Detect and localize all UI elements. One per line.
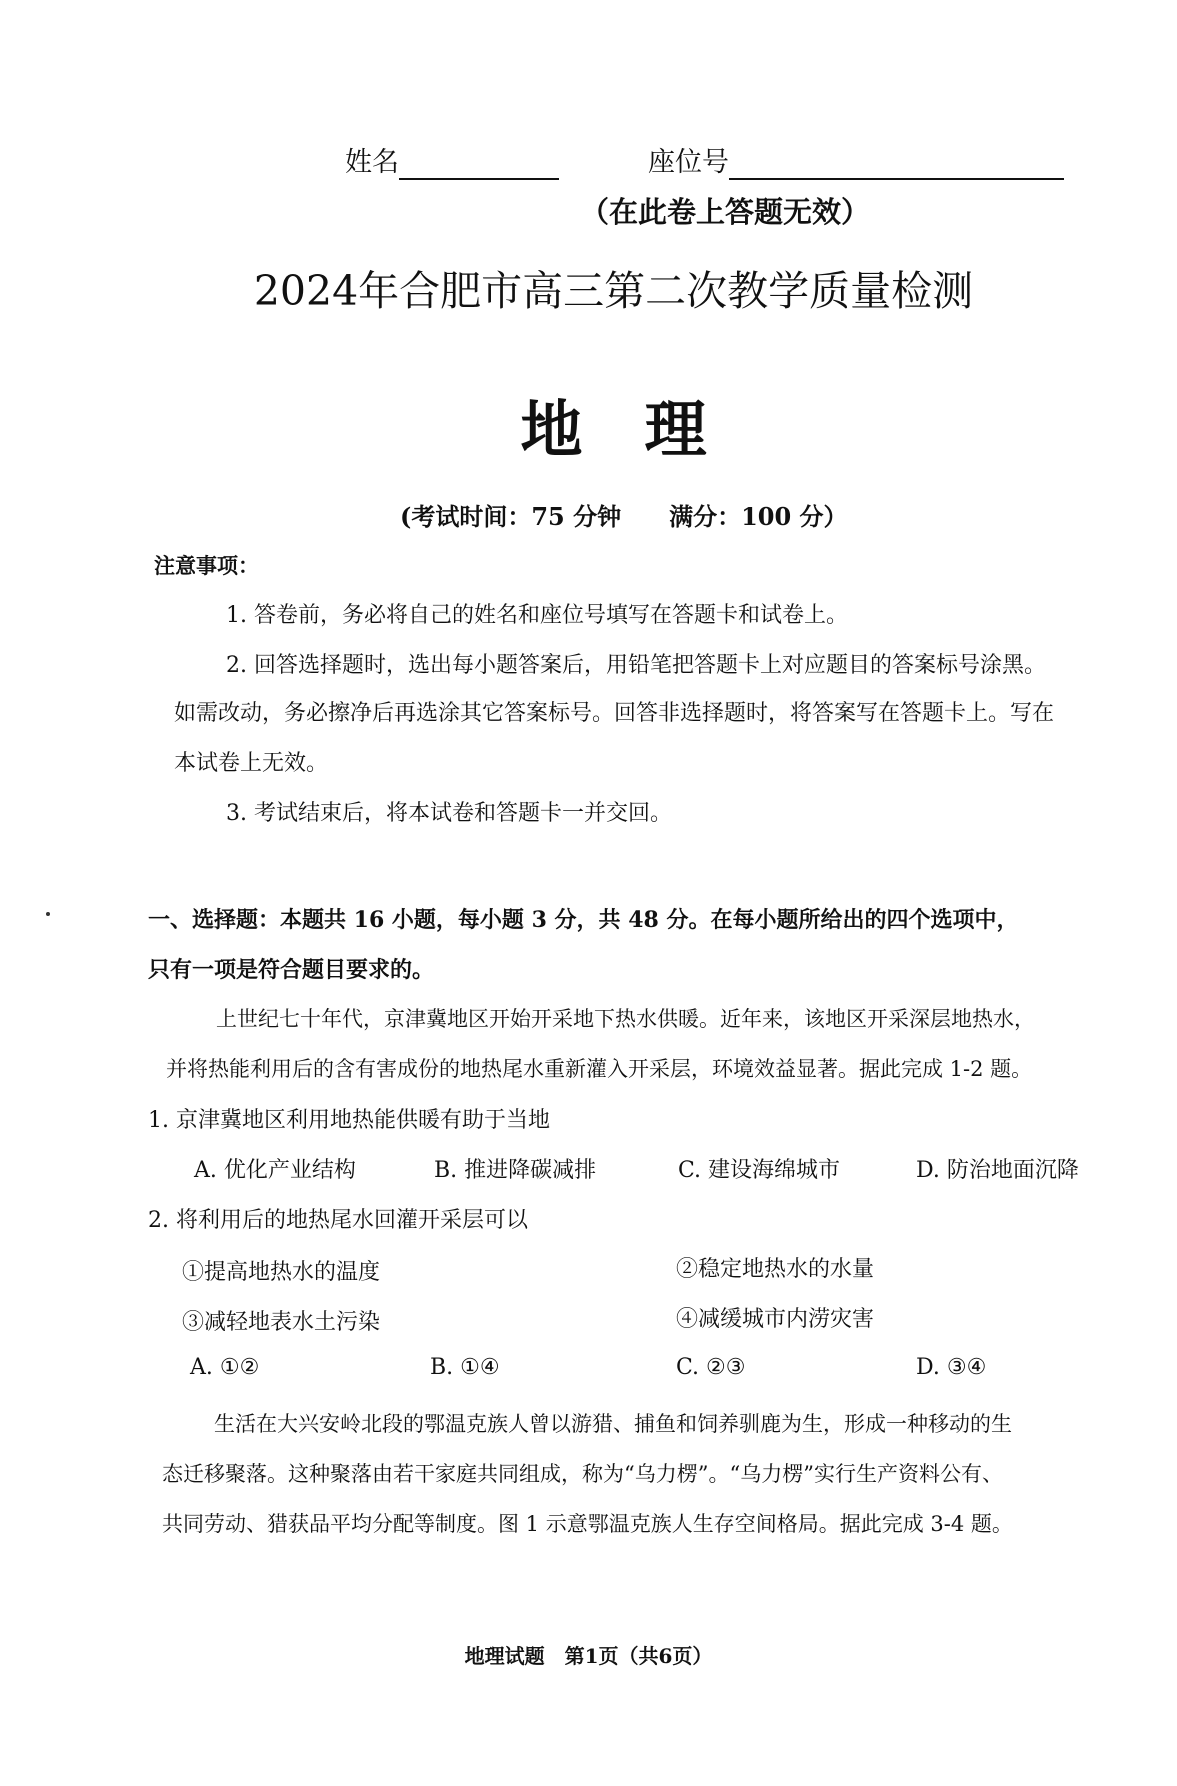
section1-heading-line-1: 一、选择题：本题共 16 小题，每小题 3 分，共 48 分。在每小题所给出的四个选项中， <box>148 907 1019 933</box>
name-blank-line <box>399 147 559 180</box>
notes-item-2-line-3: 本试卷上无效。 <box>174 751 329 776</box>
scan-speck <box>46 912 50 916</box>
q2-option-d: D. ③④ <box>916 1355 987 1380</box>
passage2-line-2: 态迁移聚落。这种聚落由若干家庭共同组成，称为“乌力楞”。“乌力楞”实行生产资料公有、 <box>162 1462 1003 1486</box>
q2-option-b: B. ①④ <box>430 1355 500 1380</box>
notes-item-2-line-1: 2. 回答选择题时，选出每小题答案后，用铅笔把答题卡上对应题目的答案标号涂黑。 <box>226 653 1046 678</box>
q2-item-3: ③减轻地表水土污染 <box>182 1310 381 1335</box>
q2-item-2: ②稳定地热水的水量 <box>676 1257 875 1282</box>
passage1-line-2: 并将热能利用后的含有害成份的地热尾水重新灌入开采层，环境效益显著。据此完成 1-2 题。 <box>166 1057 1033 1081</box>
q2-item-1: ①提高地热水的温度 <box>182 1260 381 1285</box>
q1-option-b: B. 推进降碳减排 <box>434 1158 597 1183</box>
invalid-note: （在此卷上答题无效） <box>580 195 871 229</box>
passage2-line-1: 生活在大兴安岭北段的鄂温克族人曾以游猎、捕鱼和饲养驯鹿为生，形成一种移动的生 <box>214 1412 1012 1436</box>
seat-label: 座位号 <box>648 147 729 178</box>
q1-stem: 1. 京津冀地区利用地热能供暖有助于当地 <box>148 1108 550 1133</box>
exam-title: 2024年合肥市高三第二次教学质量检测 <box>253 267 974 315</box>
passage1-line-1: 上世纪七十年代，京津冀地区开始开采地下热水供暖。近年来，该地区开采深层地热水， <box>216 1007 1035 1031</box>
q1-option-c: C. 建设海绵城市 <box>678 1158 841 1183</box>
page-footer: 地理试题 第1页（共6页） <box>464 1644 713 1668</box>
q1-option-d: D. 防治地面沉降 <box>916 1158 1079 1183</box>
name-field <box>345 140 559 180</box>
notes-heading: 注意事项： <box>154 553 259 578</box>
q2-option-a: A. ①② <box>190 1355 260 1380</box>
subject-title: 地 理 <box>520 393 707 466</box>
q2-option-c: C. ②③ <box>676 1355 746 1380</box>
seat-field <box>648 140 1064 180</box>
seat-blank-line <box>729 147 1064 180</box>
q1-option-a: A. 优化产业结构 <box>194 1158 356 1183</box>
q2-stem: 2. 将利用后的地热尾水回灌开采层可以 <box>148 1208 528 1233</box>
notes-item-1: 1. 答卷前，务必将自己的姓名和座位号填写在答题卡和试卷上。 <box>226 603 848 628</box>
notes-item-2-line-2: 如需改动，务必擦净后再选涂其它答案标号。回答非选择题时，将答案写在答题卡上。写在 <box>174 701 1055 726</box>
notes-item-3: 3. 考试结束后，将本试卷和答题卡一并交回。 <box>226 801 672 826</box>
passage2-line-3: 共同劳动、猎获品平均分配等制度。图 1 示意鄂温克族人生存空间格局。据此完成 3-4 题。 <box>162 1512 1013 1536</box>
name-label: 姓名 <box>345 147 399 178</box>
q2-item-4: ④减缓城市内涝灾害 <box>676 1307 875 1332</box>
section1-heading-line-2: 只有一项是符合题目要求的。 <box>148 957 435 983</box>
exam-info: (考试时间：75 分钟 满分：100 分） <box>400 502 848 531</box>
